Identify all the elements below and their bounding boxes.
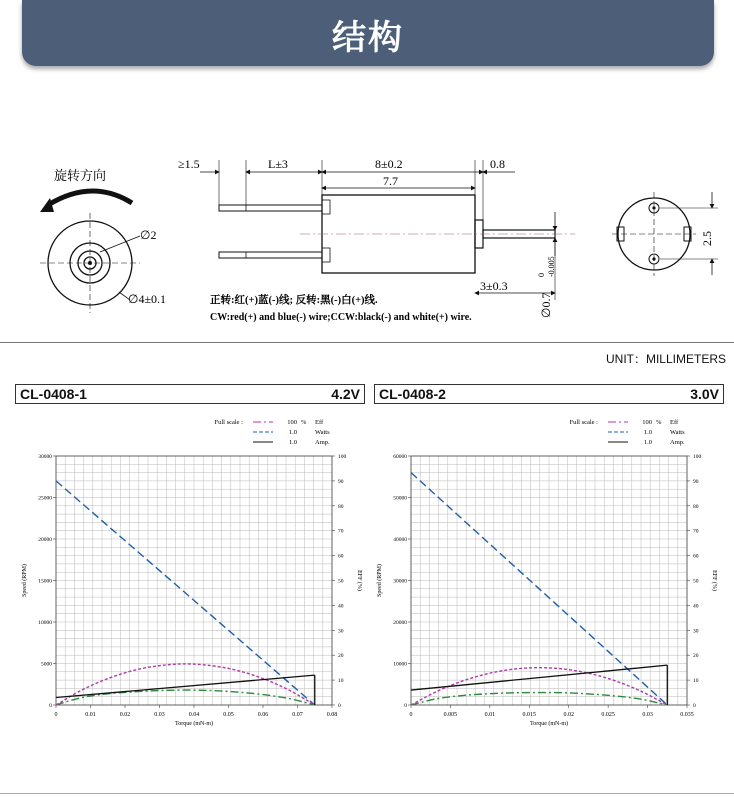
y2-tick-label: 0 xyxy=(338,703,341,709)
y2-tick-label: 70 xyxy=(693,528,699,535)
outer-dia-label: ∅4±0.1 xyxy=(128,292,167,306)
units-label: UNIT：MILLIMETERS xyxy=(605,352,726,366)
performance-chart-1 xyxy=(15,408,367,730)
y2-tick-label: 30 xyxy=(338,628,344,635)
legend-name: Amp. xyxy=(315,439,330,446)
legend-value: 1.0 xyxy=(643,439,652,446)
x-tick-label: 0.06 xyxy=(257,712,269,718)
motor-drawing xyxy=(0,140,734,330)
l-tol-label: L±3 xyxy=(268,157,288,171)
y-axis-label: Speed (RPM) xyxy=(22,564,28,597)
x-tick-label: 0.04 xyxy=(188,712,200,718)
terminal-spacing-label: 2.5 xyxy=(700,231,714,246)
y-tick-label: 10000 xyxy=(38,620,52,626)
x-tick-label: 0 xyxy=(54,712,58,718)
y2-tick-label: 30 xyxy=(693,628,699,635)
rotation-arrow-icon xyxy=(48,191,132,205)
y2-tick-label: 20 xyxy=(693,653,699,660)
y-tick-label: 5000 xyxy=(41,661,52,668)
x-axis-label: Torque (mN-m) xyxy=(529,721,569,727)
motor-end-view xyxy=(40,213,140,313)
y2-tick-label: 80 xyxy=(693,503,699,510)
shaft-dia-sup: 0 xyxy=(537,273,546,277)
divider xyxy=(0,342,734,343)
y2-tick-label: 60 xyxy=(338,553,344,560)
series-amp-line xyxy=(56,675,315,697)
y-tick-label: 25000 xyxy=(38,495,52,502)
page-title: 结构 xyxy=(332,18,404,58)
x-tick-label: 0.03 xyxy=(154,712,165,718)
wiring-note-cn: 正转:红(+)蓝(-)线; 反转:黑(-)白(+)线. xyxy=(210,295,378,306)
y2-tick-label: 90 xyxy=(693,478,699,485)
body-len-label: 7.7 xyxy=(383,174,398,188)
legend-value: 1.0 xyxy=(288,439,297,446)
y2-tick-label: 0 xyxy=(693,703,696,709)
y2-tick-label: 10 xyxy=(693,678,699,685)
x-tick-label: 0.01 xyxy=(484,712,496,718)
bottom-divider xyxy=(0,793,734,794)
y-tick-label: 20000 xyxy=(393,620,407,626)
x-tick-label: 0.025 xyxy=(601,712,615,718)
legend-name: Eff xyxy=(315,419,324,426)
legend-unit: % xyxy=(301,419,307,426)
panel-header-2 xyxy=(374,384,724,404)
legend-name: Amp. xyxy=(670,439,685,446)
header-banner xyxy=(22,0,714,66)
shaft-dia-sub: -0.005 xyxy=(547,256,556,277)
y-tick-label: 0 xyxy=(49,703,52,709)
y-tick-label: 0 xyxy=(404,703,407,709)
y2-tick-label: 80 xyxy=(338,503,344,510)
legend-name: Watts xyxy=(315,429,330,436)
series-eff-line xyxy=(56,690,315,705)
y2-tick-label: 50 xyxy=(338,578,344,585)
y-tick-label: 40000 xyxy=(393,537,407,543)
y2-tick-label: 100 xyxy=(693,454,702,460)
series-eff-line xyxy=(411,693,667,705)
x-tick-label: 0.07 xyxy=(292,712,303,718)
legend-value: 100 xyxy=(642,419,652,426)
y2-axis-label: EFF (%) xyxy=(356,570,362,591)
x-tick-label: 0.015 xyxy=(522,712,537,718)
legend-name: Watts xyxy=(670,429,685,436)
legend-unit: % xyxy=(656,419,662,426)
shaft-ext-label: 3±0.3 xyxy=(480,279,508,293)
x-tick-label: 0.03 xyxy=(642,712,653,718)
y2-tick-label: 100 xyxy=(338,454,347,460)
series-speed-line xyxy=(56,481,315,705)
y2-tick-label: 50 xyxy=(693,578,699,585)
y-tick-label: 50000 xyxy=(393,495,407,502)
chart-legend xyxy=(569,419,685,446)
shaft-len-label: 0.8 xyxy=(490,157,505,171)
chart-legend xyxy=(214,419,330,446)
model-label: CL-0408-1 xyxy=(20,386,87,402)
y-tick-label: 20000 xyxy=(38,537,52,543)
body-tol-label: 8±0.2 xyxy=(375,157,403,171)
legend-name: Eff xyxy=(670,419,679,426)
x-tick-label: 0 xyxy=(409,712,413,718)
y2-tick-label: 40 xyxy=(693,603,699,610)
x-tick-label: 0.035 xyxy=(680,712,694,718)
x-tick-label: 0.005 xyxy=(443,712,458,718)
voltage-label: 3.0V xyxy=(690,386,719,402)
legend-value: 1.0 xyxy=(643,429,652,436)
y2-tick-label: 40 xyxy=(338,603,344,610)
y-tick-label: 15000 xyxy=(38,578,52,585)
y-axis-label: Speed (RPM) xyxy=(377,564,383,597)
legend-title: Full scale : xyxy=(569,419,598,426)
panel-header-1 xyxy=(15,384,365,404)
wiring-note-en: CW:red(+) and blue(-) wire;CCW:black(-) and white(+) wire. xyxy=(210,312,472,323)
shaft-dia-label: ∅0.7 xyxy=(539,292,553,318)
y2-tick-label: 20 xyxy=(338,653,344,660)
x-axis-label: Torque (mN-m) xyxy=(174,721,214,727)
lead-len-label: ≥1.5 xyxy=(178,157,200,171)
x-tick-label: 0.01 xyxy=(85,712,96,718)
y2-axis-label: EFF (%) xyxy=(711,570,717,591)
voltage-label: 4.2V xyxy=(331,386,360,402)
chart-grid xyxy=(56,456,332,705)
legend-value: 1.0 xyxy=(288,429,297,436)
x-tick-label: 0.02 xyxy=(563,712,574,718)
performance-chart-2 xyxy=(370,408,722,730)
model-label: CL-0408-2 xyxy=(379,386,446,402)
y-tick-label: 10000 xyxy=(393,661,407,668)
series-watts-line xyxy=(56,664,315,705)
y2-tick-label: 70 xyxy=(338,528,344,535)
y-tick-label: 60000 xyxy=(393,454,407,460)
x-tick-label: 0.05 xyxy=(223,712,234,718)
y2-tick-label: 60 xyxy=(693,553,699,560)
y2-tick-label: 90 xyxy=(338,478,344,485)
rotation-label: 旋转方向 xyxy=(54,168,107,183)
y-tick-label: 30000 xyxy=(38,454,52,460)
x-tick-label: 0.02 xyxy=(119,712,131,718)
y2-tick-label: 10 xyxy=(338,678,344,685)
x-tick-label: 0.08 xyxy=(326,712,338,718)
legend-value: 100 xyxy=(287,419,297,426)
hole-dia-label: ∅2 xyxy=(140,228,157,242)
y-tick-label: 30000 xyxy=(393,578,407,585)
legend-title: Full scale : xyxy=(214,419,243,426)
